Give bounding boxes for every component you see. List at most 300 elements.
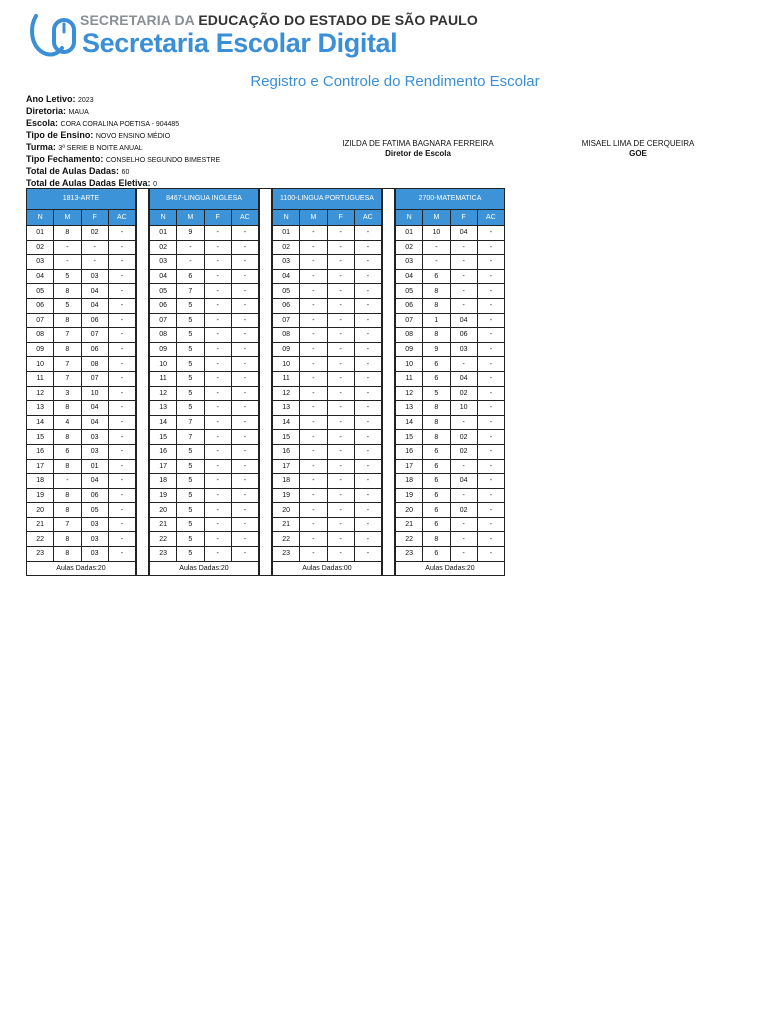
report-title: Registro e Controle do Rendimento Escolar — [250, 73, 540, 90]
table-cell: 07 — [81, 371, 108, 386]
subject-title: 8467-LINGUA INGLESA — [150, 189, 259, 210]
table-cell: 5 — [177, 298, 204, 313]
table-cell: - — [300, 357, 327, 372]
table-cell: 8 — [423, 532, 450, 547]
table-cell: 02 — [27, 240, 54, 255]
table-cell: 11 — [273, 371, 300, 386]
column-header: F — [204, 210, 231, 226]
table-cell: - — [354, 328, 381, 343]
table-cell: - — [81, 255, 108, 270]
table-cell: - — [54, 474, 81, 489]
table-cell: - — [354, 503, 381, 518]
table-cell: 6 — [423, 269, 450, 284]
table-cell: - — [108, 284, 135, 299]
table-row — [396, 284, 505, 299]
table-cell: - — [327, 328, 354, 343]
table-cell: 20 — [150, 503, 177, 518]
table-cell: 15 — [273, 430, 300, 445]
page-header — [28, 8, 548, 68]
table-cell: 9 — [423, 342, 450, 357]
table-cell: - — [108, 386, 135, 401]
app-title: Secretaria Escolar Digital — [82, 28, 398, 58]
table-cell: - — [204, 328, 231, 343]
table-row — [273, 459, 382, 474]
table-cell: - — [477, 298, 504, 313]
table-cell: 6 — [423, 474, 450, 489]
table-cell: - — [300, 503, 327, 518]
subject-title: 1813-ARTE — [27, 189, 136, 210]
table-cell: 05 — [81, 503, 108, 518]
table-cell: 7 — [54, 517, 81, 532]
table-cell: 07 — [396, 313, 423, 328]
table-cell: - — [327, 313, 354, 328]
table-cell: - — [231, 386, 258, 401]
table-cell: 06 — [450, 328, 477, 343]
signature-director: IZILDA DE FATIMA BAGNARA FERREIRA Diretor de Escola — [342, 139, 494, 158]
table-cell: - — [108, 430, 135, 445]
table-cell: 17 — [273, 459, 300, 474]
table-cell: - — [54, 255, 81, 270]
table-cell: 9 — [177, 226, 204, 241]
table-cell: - — [108, 240, 135, 255]
table-cell: - — [231, 328, 258, 343]
table-cell: 04 — [81, 401, 108, 416]
table-cell: - — [354, 342, 381, 357]
table-cell: 12 — [150, 386, 177, 401]
table-cell: 04 — [450, 226, 477, 241]
table-cell: 10 — [396, 357, 423, 372]
table-cell: 12 — [396, 386, 423, 401]
table-cell: - — [54, 240, 81, 255]
table-cell: - — [204, 503, 231, 518]
table-row — [27, 386, 136, 401]
table-cell: 8 — [54, 401, 81, 416]
table-cell: 06 — [81, 313, 108, 328]
table-row — [273, 371, 382, 386]
table-cell: - — [204, 284, 231, 299]
table-cell: - — [450, 255, 477, 270]
table-row — [396, 226, 505, 241]
table-cell: - — [108, 269, 135, 284]
table-cell: 07 — [273, 313, 300, 328]
table-cell: 14 — [27, 415, 54, 430]
table-cell: - — [108, 328, 135, 343]
table-cell: 5 — [177, 357, 204, 372]
table-cell: - — [300, 328, 327, 343]
table-cell: - — [354, 371, 381, 386]
table-cell: - — [204, 415, 231, 430]
table-cell: - — [177, 240, 204, 255]
table-cell: - — [108, 226, 135, 241]
table-cell: 17 — [27, 459, 54, 474]
table-cell: - — [327, 342, 354, 357]
table-cell: 6 — [423, 459, 450, 474]
table-cell: - — [204, 269, 231, 284]
table-cell: 22 — [150, 532, 177, 547]
table-cell: - — [204, 226, 231, 241]
table-row — [150, 371, 259, 386]
table-cell: - — [477, 547, 504, 562]
column-header: N — [396, 210, 423, 226]
table-row — [27, 342, 136, 357]
table-row — [396, 474, 505, 489]
table-row — [396, 488, 505, 503]
table-cell: - — [231, 547, 258, 562]
table-cell: 19 — [27, 488, 54, 503]
table-cell: 12 — [273, 386, 300, 401]
table-cell: - — [423, 240, 450, 255]
table-cell: - — [477, 240, 504, 255]
table-cell: - — [300, 386, 327, 401]
table-cell: - — [354, 284, 381, 299]
table-cell: 13 — [396, 401, 423, 416]
column-header: F — [327, 210, 354, 226]
table-cell: - — [231, 255, 258, 270]
table-row — [27, 503, 136, 518]
table-cell: - — [204, 298, 231, 313]
table-row — [273, 503, 382, 518]
table-cell: - — [300, 488, 327, 503]
table-cell: 04 — [450, 371, 477, 386]
table-cell: 04 — [273, 269, 300, 284]
table-cell: - — [204, 459, 231, 474]
table-cell: - — [354, 255, 381, 270]
table-row — [150, 488, 259, 503]
aulas-dadas-total: Aulas Dadas:20 — [27, 561, 136, 575]
table-cell: 6 — [423, 371, 450, 386]
table-row — [150, 328, 259, 343]
table-cell: - — [300, 430, 327, 445]
table-cell: - — [477, 474, 504, 489]
table-cell: - — [327, 474, 354, 489]
table-row — [396, 313, 505, 328]
table-cell: - — [204, 371, 231, 386]
mouse-logo-icon — [28, 10, 80, 64]
table-cell: 02 — [450, 503, 477, 518]
table-row — [396, 430, 505, 445]
column-header: AC — [354, 210, 381, 226]
table-row — [150, 444, 259, 459]
table-cell: - — [231, 532, 258, 547]
table-cell: - — [450, 517, 477, 532]
table-cell: - — [477, 313, 504, 328]
table-cell: 7 — [54, 357, 81, 372]
table-cell: - — [108, 459, 135, 474]
table-cell: - — [354, 415, 381, 430]
table-cell: 8 — [54, 503, 81, 518]
aulas-dadas-total: Aulas Dadas:20 — [150, 561, 259, 575]
table-row — [273, 386, 382, 401]
table-cell: 8 — [423, 401, 450, 416]
table-separator — [382, 188, 395, 576]
table-cell: 5 — [54, 269, 81, 284]
table-cell: 5 — [54, 298, 81, 313]
table-cell: 6 — [423, 503, 450, 518]
table-cell: 8 — [423, 430, 450, 445]
table-cell: 06 — [150, 298, 177, 313]
table-cell: - — [231, 269, 258, 284]
table-row — [27, 532, 136, 547]
grades-table — [149, 188, 259, 576]
info-turma: Turma: 3ª SERIE B NOITE ANUAL — [26, 142, 143, 152]
table-cell: 15 — [396, 430, 423, 445]
table-cell: - — [477, 284, 504, 299]
table-row — [27, 430, 136, 445]
table-cell: 8 — [54, 532, 81, 547]
table-cell: 16 — [273, 444, 300, 459]
table-cell: - — [327, 503, 354, 518]
table-cell: 21 — [150, 517, 177, 532]
column-header: N — [150, 210, 177, 226]
table-row — [273, 328, 382, 343]
table-cell: - — [354, 430, 381, 445]
table-cell: 09 — [396, 342, 423, 357]
table-cell: 03 — [27, 255, 54, 270]
table-cell: 03 — [81, 444, 108, 459]
table-row — [27, 255, 136, 270]
table-cell: 5 — [177, 401, 204, 416]
table-cell: - — [204, 255, 231, 270]
table-cell: 03 — [273, 255, 300, 270]
table-cell: 01 — [150, 226, 177, 241]
table-cell: - — [354, 488, 381, 503]
aulas-dadas-total: Aulas Dadas:00 — [273, 561, 382, 575]
table-cell: 5 — [177, 371, 204, 386]
table-cell: 13 — [273, 401, 300, 416]
table-cell: - — [300, 444, 327, 459]
table-row — [396, 459, 505, 474]
table-cell: 09 — [273, 342, 300, 357]
table-cell: 22 — [273, 532, 300, 547]
table-cell: - — [108, 517, 135, 532]
table-row — [150, 459, 259, 474]
column-header: N — [273, 210, 300, 226]
table-row — [273, 401, 382, 416]
subject-table — [26, 188, 136, 576]
table-cell: 5 — [177, 547, 204, 562]
table-cell: - — [327, 517, 354, 532]
table-cell: - — [450, 488, 477, 503]
column-header: M — [54, 210, 81, 226]
table-cell: 03 — [81, 532, 108, 547]
table-row — [27, 474, 136, 489]
table-cell: - — [354, 269, 381, 284]
table-cell: - — [300, 401, 327, 416]
table-row — [273, 255, 382, 270]
table-cell: 8 — [54, 226, 81, 241]
table-cell: 3 — [54, 386, 81, 401]
table-row — [150, 240, 259, 255]
table-cell: - — [231, 503, 258, 518]
table-cell: - — [300, 284, 327, 299]
table-row — [396, 547, 505, 562]
table-cell: 20 — [396, 503, 423, 518]
table-separator — [136, 188, 149, 576]
table-cell: - — [108, 371, 135, 386]
table-row — [396, 386, 505, 401]
grades-table — [26, 188, 136, 576]
table-cell: 06 — [27, 298, 54, 313]
table-cell: 10 — [450, 401, 477, 416]
table-cell: - — [231, 284, 258, 299]
table-row — [150, 386, 259, 401]
table-cell: 20 — [273, 503, 300, 518]
table-row — [396, 298, 505, 313]
table-row — [150, 342, 259, 357]
info-fechamento: Tipo Fechamento: CONSELHO SEGUNDO BIMESTRE — [26, 154, 221, 164]
table-cell: - — [204, 474, 231, 489]
table-cell: - — [354, 226, 381, 241]
table-row — [150, 517, 259, 532]
table-cell: - — [477, 357, 504, 372]
table-cell: - — [300, 269, 327, 284]
table-cell: - — [327, 532, 354, 547]
table-cell: 23 — [273, 547, 300, 562]
table-row — [27, 284, 136, 299]
table-cell: 18 — [150, 474, 177, 489]
table-cell: 10 — [81, 386, 108, 401]
table-cell: 1 — [423, 313, 450, 328]
table-cell: - — [477, 401, 504, 416]
table-cell: 17 — [150, 459, 177, 474]
table-row — [273, 226, 382, 241]
table-row — [150, 226, 259, 241]
table-cell: 10 — [150, 357, 177, 372]
table-cell: - — [354, 459, 381, 474]
table-cell: - — [477, 226, 504, 241]
table-cell: 22 — [396, 532, 423, 547]
table-row — [396, 255, 505, 270]
column-header: AC — [108, 210, 135, 226]
table-cell: 04 — [81, 284, 108, 299]
table-cell: - — [450, 240, 477, 255]
column-header: M — [177, 210, 204, 226]
table-cell: - — [204, 386, 231, 401]
table-cell: - — [450, 269, 477, 284]
table-cell: - — [354, 401, 381, 416]
column-header: M — [423, 210, 450, 226]
table-cell: - — [300, 342, 327, 357]
table-row — [150, 298, 259, 313]
table-cell: - — [477, 415, 504, 430]
table-cell: 8 — [423, 415, 450, 430]
table-cell: - — [231, 240, 258, 255]
table-cell: 13 — [27, 401, 54, 416]
table-cell: 8 — [423, 328, 450, 343]
table-cell: - — [231, 313, 258, 328]
table-cell: - — [327, 459, 354, 474]
table-cell: - — [108, 313, 135, 328]
table-cell: 04 — [396, 269, 423, 284]
table-cell: 10 — [423, 226, 450, 241]
table-cell: - — [450, 459, 477, 474]
table-cell: - — [327, 284, 354, 299]
table-cell: - — [300, 371, 327, 386]
table-cell: 18 — [273, 474, 300, 489]
table-cell: - — [231, 342, 258, 357]
table-cell: 8 — [54, 284, 81, 299]
table-cell: 12 — [27, 386, 54, 401]
table-cell: 06 — [81, 488, 108, 503]
table-cell: - — [300, 298, 327, 313]
table-row — [27, 547, 136, 562]
table-cell: 15 — [150, 430, 177, 445]
subject-table — [395, 188, 505, 576]
table-cell: 08 — [150, 328, 177, 343]
table-cell: 8 — [54, 459, 81, 474]
table-row — [273, 284, 382, 299]
table-cell: 01 — [27, 226, 54, 241]
table-cell: 04 — [450, 474, 477, 489]
table-cell: 14 — [273, 415, 300, 430]
table-row — [273, 532, 382, 547]
table-cell: 8 — [54, 547, 81, 562]
table-cell: 04 — [81, 474, 108, 489]
table-cell: - — [204, 517, 231, 532]
table-cell: 01 — [81, 459, 108, 474]
table-cell: 5 — [177, 342, 204, 357]
table-cell: - — [327, 357, 354, 372]
table-cell: 5 — [177, 517, 204, 532]
table-row — [27, 357, 136, 372]
table-row — [273, 488, 382, 503]
table-cell: 03 — [81, 547, 108, 562]
table-row — [273, 517, 382, 532]
table-cell: 21 — [396, 517, 423, 532]
table-cell: 5 — [177, 459, 204, 474]
table-row — [273, 269, 382, 284]
table-cell: - — [300, 255, 327, 270]
table-cell: 06 — [273, 298, 300, 313]
table-cell: - — [327, 415, 354, 430]
table-cell: - — [231, 488, 258, 503]
table-row — [27, 517, 136, 532]
table-cell: 8 — [54, 342, 81, 357]
table-cell: - — [450, 547, 477, 562]
table-cell: 6 — [423, 444, 450, 459]
table-cell: 8 — [54, 430, 81, 445]
table-cell: 4 — [54, 415, 81, 430]
table-cell: 05 — [27, 284, 54, 299]
table-cell: - — [108, 415, 135, 430]
table-cell: 6 — [423, 357, 450, 372]
column-header: M — [300, 210, 327, 226]
table-cell: - — [354, 474, 381, 489]
table-cell: 04 — [81, 298, 108, 313]
table-cell: - — [300, 313, 327, 328]
table-cell: - — [108, 547, 135, 562]
table-cell: - — [354, 313, 381, 328]
table-cell: - — [108, 474, 135, 489]
table-cell: - — [477, 328, 504, 343]
table-cell: - — [327, 255, 354, 270]
table-cell: - — [354, 532, 381, 547]
table-cell: - — [300, 547, 327, 562]
table-row — [273, 240, 382, 255]
table-cell: 05 — [150, 284, 177, 299]
table-cell: 19 — [150, 488, 177, 503]
table-cell: 07 — [150, 313, 177, 328]
column-header: F — [81, 210, 108, 226]
column-header: AC — [231, 210, 258, 226]
table-cell: 03 — [396, 255, 423, 270]
table-cell: 02 — [450, 430, 477, 445]
table-cell: - — [231, 226, 258, 241]
table-cell: - — [423, 255, 450, 270]
table-cell: - — [327, 269, 354, 284]
table-row — [273, 357, 382, 372]
table-row — [27, 488, 136, 503]
